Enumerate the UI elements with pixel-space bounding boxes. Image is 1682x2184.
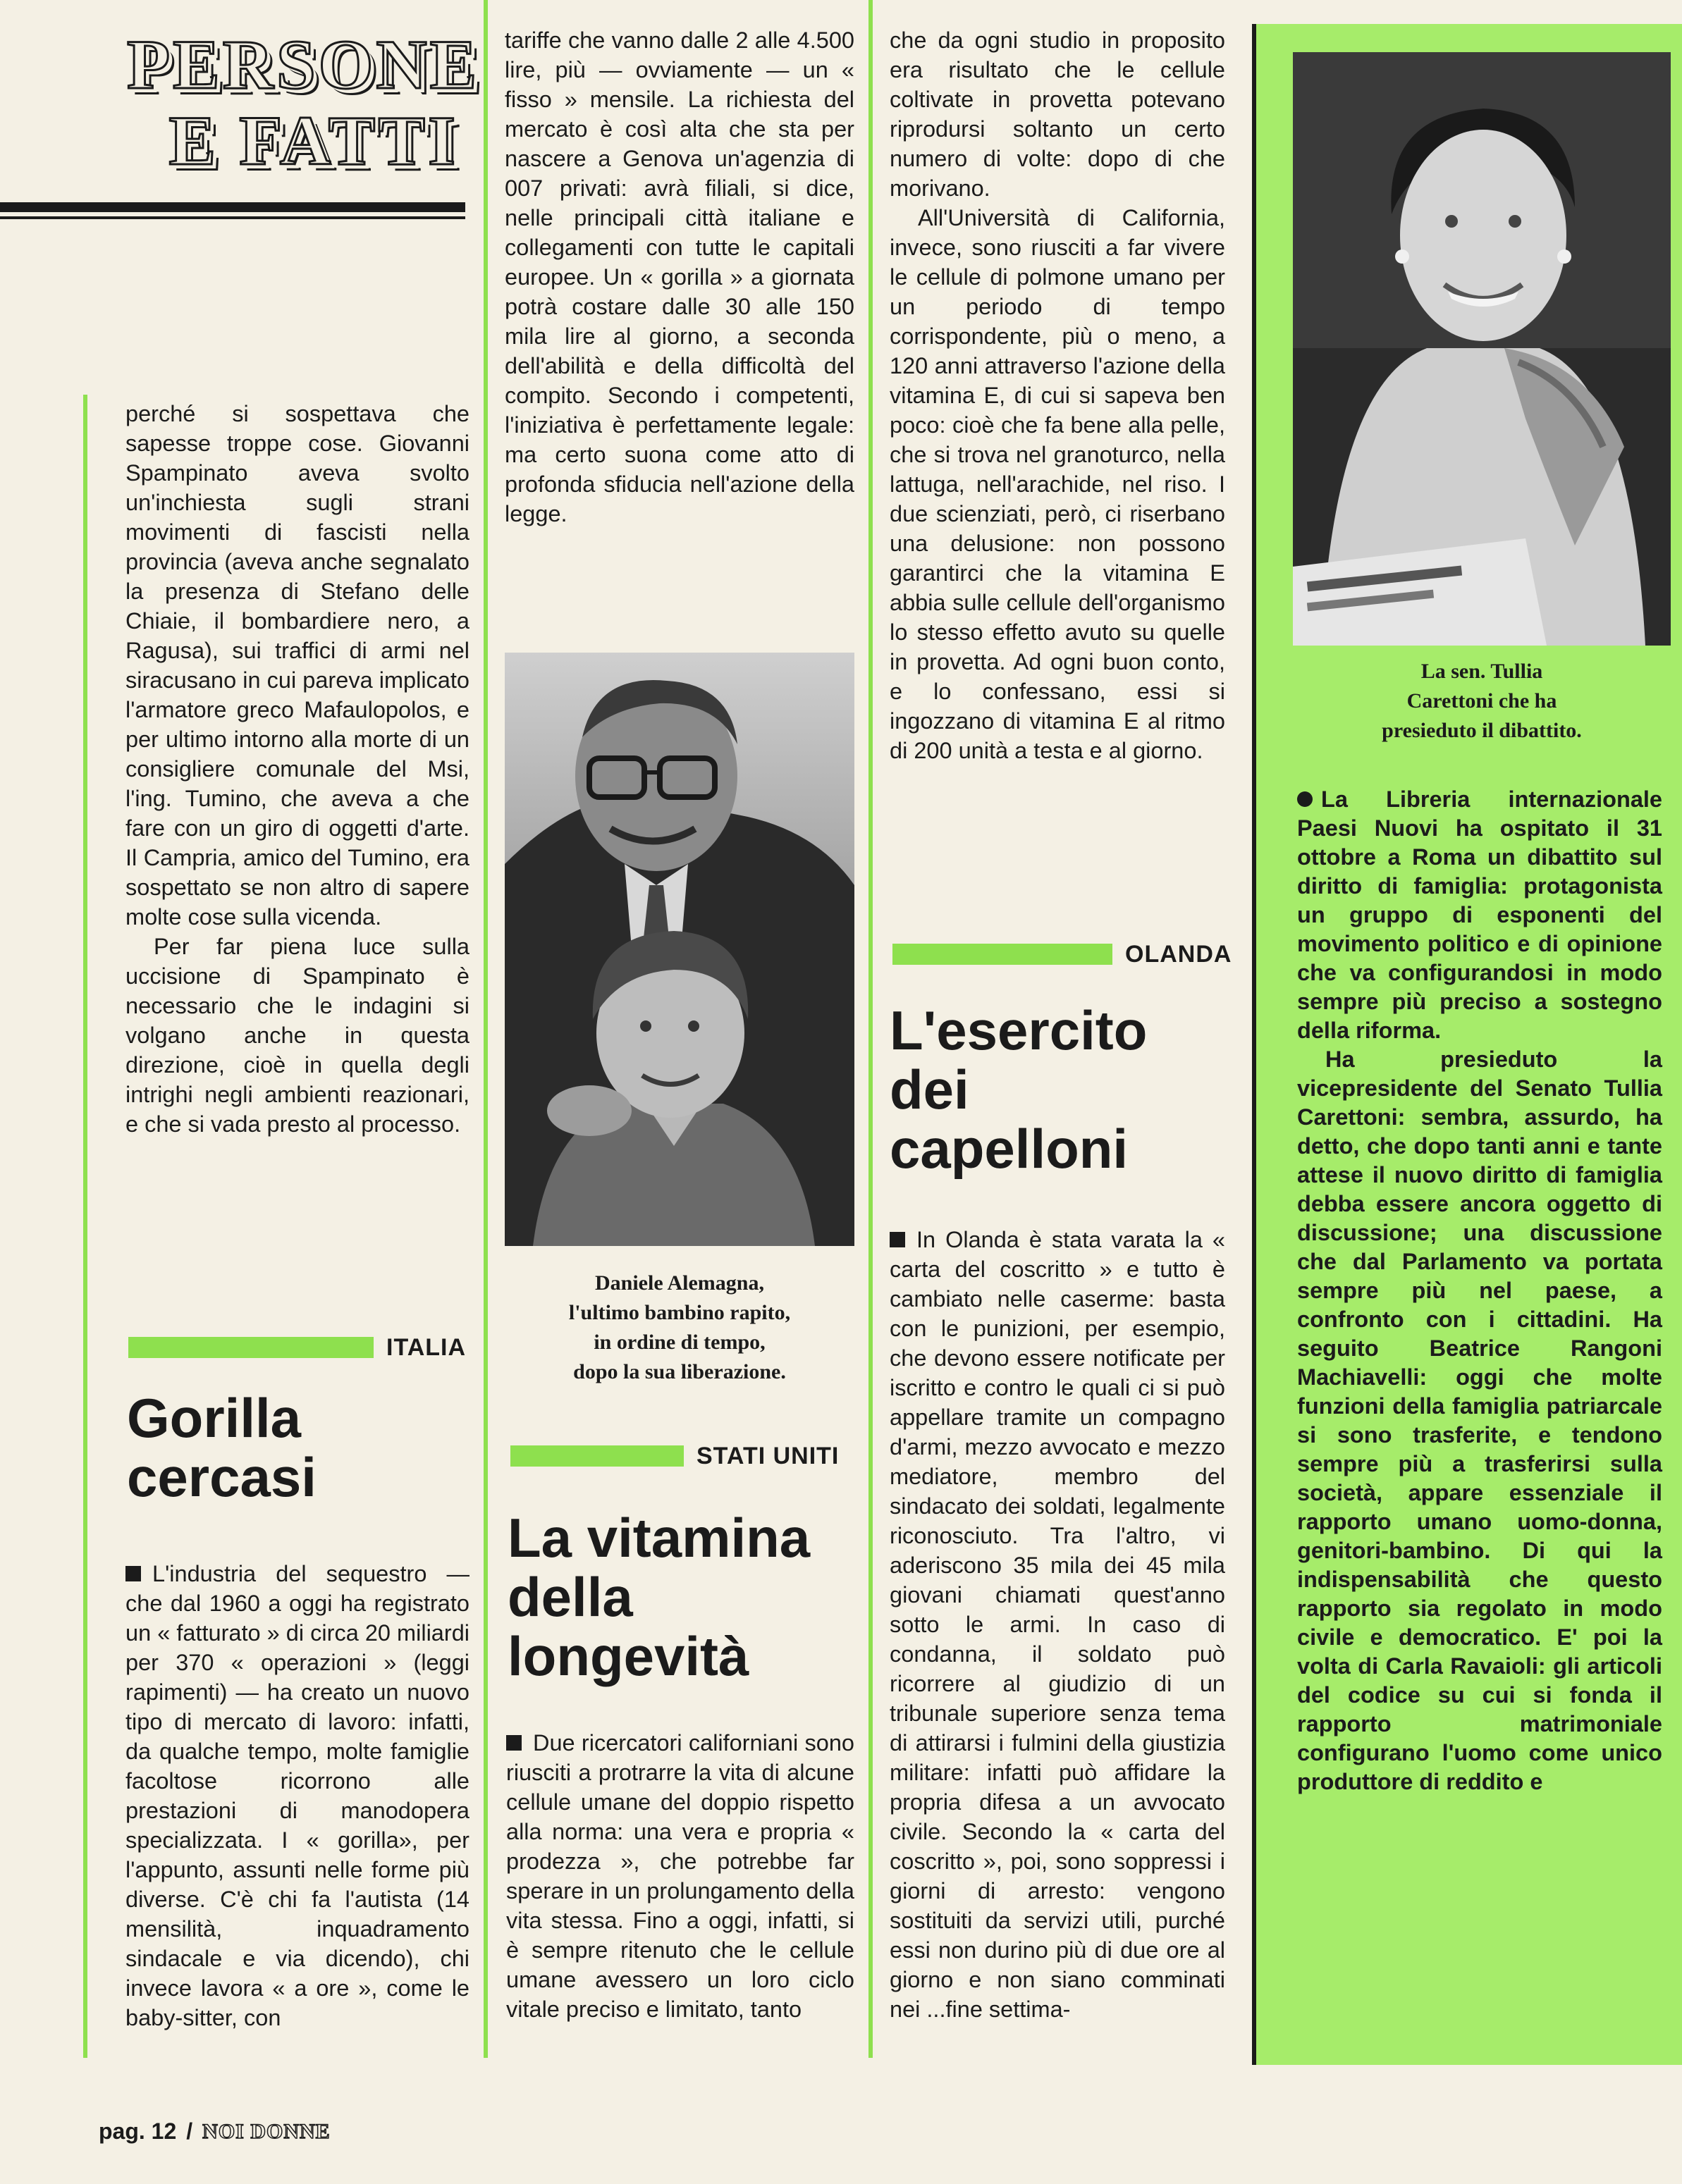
photo-alemagna-image <box>505 653 854 1246</box>
caption-line: in ordine di tempo, <box>594 1331 766 1354</box>
sidebar-box <box>1252 24 1682 2065</box>
headline-line3: longevità <box>508 1625 749 1687</box>
caption-alemagna <box>505 1269 854 1387</box>
olanda-body-text: In Olanda è stata varata la « carta del coscritto » e tutto è cambiato nelle caserme: basta con le punizioni, per esempio, che devono essere notificate per iscritto e contro le quali ci si può appellare tramite un compagno d'armi, mezzo avvocato e mezzo mediatore, membro del sindacato dei soldati, legalmente riconosciuto. Tra l'altro, vi aderiscono 35 mila dei 45 mila giovani chiamati quest'anno sotto le armi. In caso di condanna, il soldato può ricorrere al giudizio di un tribunale superiore senza tema di attirarsi i fulmini della giustizia militare: infatti può affidare la propria difesa a un avvocato civile. Secondo la « carta del coscritto », poi, sono soppressi i giorni di arresto: vengono sostituiti da servizi utili, purché essi non durino più di due ore al giorno e non siano comminati nei ...fine settima- <box>890 1227 1225 2022</box>
caption-line: presieduto il dibattito. <box>1382 719 1582 742</box>
caption-line: Daniele Alemagna, <box>595 1271 764 1295</box>
tag-label: OLANDA <box>1125 940 1232 968</box>
tag-label: STATI UNITI <box>696 1442 840 1469</box>
photo-carettoni-image <box>1293 52 1671 646</box>
headline-line3: capelloni <box>890 1118 1129 1180</box>
gorilla-continuation-text: tariffe che vanno dalle 2 alle 4.500 lire, più — ovviamente — un « fisso » mensile. La richiesta del mercato è così alta che sta per nascere a Genova un'agenzia di 007 privati: avrà filiali, si dice, nelle principali città italiane e collegamenti con tutte le capitali europee. Un « gorilla » a giornata potrà costare dalle 30 alle 150 mila lire al giorno, a seconda dell'abilità e della difficoltà del compito. Secondo i competenti, l'iniziativa è perfettamente legale: ma certo suona come atto di profonda sfiducia nell'azione della legge. <box>505 27 854 526</box>
article-olanda-body <box>890 1225 1225 2024</box>
article-gorilla-continuation <box>505 25 854 529</box>
headline-line1: Gorilla <box>127 1387 302 1449</box>
column-rule-2 <box>484 0 488 2058</box>
tag-bar <box>128 1337 374 1358</box>
col1-paragraph-1: perché si sospettava che sapesse troppe cose. Giovanni Spampinato aveva svolto un'inchiesta sugli strani movimenti di fascisti nella provincia (aveva anche segnalato la presenza di Stefano delle Chiaie, il bombardiere nero, a Ragusa), sui traffici di armi nel siracusano in cui pareva implicato l'armatore greco Mafaulopolos, e per ultimo intorno alla morte di un consigliere comunale del Msi, l'ing. Tumino, che aveva a che fare con un giro di oggetti d'arte. Il Campria, amico del Tumino, era sospettato se non altro di sapere molte cose sulla vicenda. <box>125 401 469 930</box>
column-rule-1 <box>83 395 87 2058</box>
headline-line2: cercasi <box>127 1446 317 1508</box>
caption-line: La sen. Tullia <box>1420 660 1543 683</box>
headline-olanda <box>890 1001 1228 1178</box>
photo-alemagna <box>505 653 854 1246</box>
headline-line1: La vitamina <box>508 1507 811 1569</box>
tag-label: ITALIA <box>386 1333 467 1361</box>
article-vitamina-body <box>506 1728 854 2024</box>
caption-carettoni <box>1284 657 1679 746</box>
bullet-icon <box>1297 791 1313 807</box>
article-vitamina-continuation <box>890 25 1225 765</box>
caption-line: l'ultimo bambino rapito, <box>568 1301 791 1324</box>
headline-line1: L'esercito <box>890 999 1148 1061</box>
column-rule-3 <box>868 0 873 2058</box>
page-number: pag. 12 <box>99 2118 177 2144</box>
sidebar-text <box>1297 785 1662 1796</box>
masthead-line2: E FATTI <box>168 101 458 180</box>
tag-bar <box>892 944 1112 965</box>
headline-gorilla <box>127 1388 472 1507</box>
article-gorilla-body <box>125 1559 469 2032</box>
footer-separator: / <box>186 2118 193 2144</box>
headline-line2: della <box>508 1566 633 1628</box>
tag-bar <box>510 1445 684 1467</box>
photo-carettoni <box>1293 52 1671 646</box>
masthead-rule <box>0 202 465 212</box>
sidebar-paragraph-1: La Libreria internazionale Paesi Nuovi ha ospitato il 31 ottobre a Roma un dibattito sul diritto di famiglia: protagonista un gruppo di esponenti del movimento politico e di opinione che va configurandosi in modo sempre più preciso a sostegno della riforma. <box>1297 786 1662 1043</box>
headline-line2: dei <box>890 1059 969 1121</box>
caption-line: Carettoni che ha <box>1406 689 1557 712</box>
caption-line: dopo la sua liberazione. <box>573 1360 786 1383</box>
col1-paragraph-2: Per far piena luce sulla uccisione di Spampinato è necessario che le indagini si volgano anche in questa direzione, cioè in quella degli intrighi negli ambienti reazionari, e che si vada presto al processo. <box>125 934 469 1137</box>
masthead <box>127 25 480 180</box>
magazine-name: NOI DONNE <box>202 2119 331 2143</box>
masthead-rule-thin <box>0 216 465 219</box>
vitamina-continuation-p1: che da ogni studio in proposito era risultato che le cellule coltivate in provetta potevano riprodursi soltanto un certo numero di volte: dopo di che morivano. <box>890 27 1225 201</box>
masthead-line1: PERSONE <box>127 25 480 104</box>
vitamina-body-text: Due ricercatori californiani sono riusciti a protrarre la vita di alcune cellule umane del doppio rispetto alla norma: una vera e propria « prodezza », che potrebbe far sperare in un prolungamento della vita stessa. Fino a oggi, infatti, si è sempre ritenuto che le cellule umane avessero un loro ciclo vitale preciso e limitato, tanto <box>506 1730 854 2022</box>
column-1-text <box>125 399 469 1139</box>
tag-olanda <box>892 940 1238 968</box>
lead-square-icon <box>890 1232 905 1247</box>
lead-square-icon <box>506 1735 522 1751</box>
tag-italia <box>128 1333 474 1362</box>
page-footer <box>99 2118 331 2145</box>
lead-square-icon <box>125 1566 141 1581</box>
tag-stati-uniti <box>510 1442 856 1470</box>
gorilla-body-text: L'industria del sequestro — che dal 1960 a oggi ha registrato un « fatturato » di circa 20 miliardi per 370 « operazioni » (leggi rapimenti) — ha creato un nuovo tipo di mercato di lavoro: infatti, da qualche tempo, molte famiglie facoltose ricorrono alle prestazioni di manodopera specializzata. I « gorilla», per l'appunto, assunti nelle forme più diverse. C'è chi fa l'autista (14 mensilità, inquadramento sindacale e via dicendo), chi invece lavora « a ore », come le baby-sitter, con <box>125 1561 469 2030</box>
vitamina-continuation-p2: All'Università di California, invece, sono riusciti a far vivere le cellule di polmone umano per un periodo di tempo corrispondente, più o meno, a 120 anni attraverso l'azione della vitamina E, di cui si sapeva ben poco: cioè che fa bene alla pelle, che si trova nel granoturco, nella lattuga, nell'arachide, nel riso. I due scienziati, però, ci riserbano una delusione: non possono garantirci che la vitamina E abbia sulle cellule dell'organismo lo stesso effetto avuto su quelle in provetta. Ad ogni buon conto, e lo confessano, essi si ingozzano di vitamina E al ritmo di 200 unità a testa e al giorno. <box>890 205 1225 763</box>
sidebar-paragraph-2: Ha presieduto la vicepresidente del Senato Tullia Carettoni: sembra, assurdo, ha detto, che dopo tanti anni e tante attese il nuovo diritto di famiglia debba essere ancora oggetto di discussione; una discussione che dal Parlamento va portata sempre più nel paese, a confronto con i cittadini. Ha seguito Beatrice Rangoni Machiavelli: oggi che molte funzioni della famiglia patriarcale si sono trasferite, e tendono sempre più a trasferirsi sulla società, appare essenziale il rapporto umano uomo-donna, genitori-bambino. Di qui la indispensabilità che questo rapporto sia regolato in modo civile e democratico. E' poi la volta di Carla Ravaioli: gli articoli del codice su cui si fonda il rapporto matrimoniale configurano l'uomo come unico produttore di reddito e <box>1297 1047 1662 1794</box>
headline-vitamina <box>508 1508 860 1686</box>
